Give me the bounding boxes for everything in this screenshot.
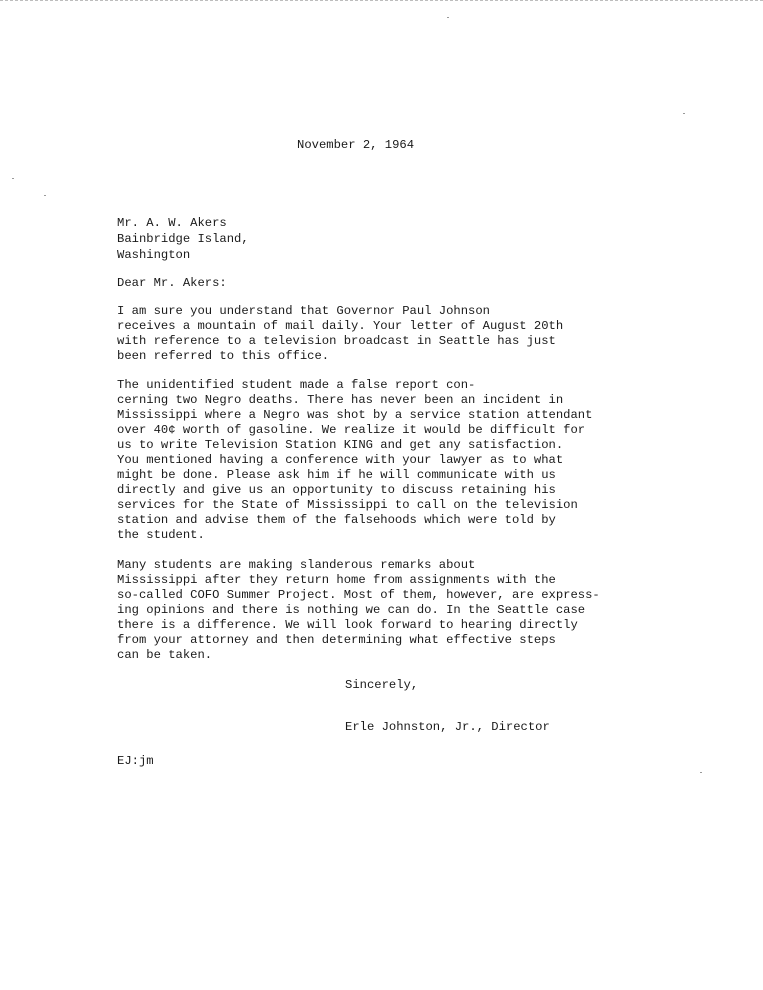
letter-date: November 2, 1964 xyxy=(297,138,415,152)
paragraph-1: I am sure you understand that Governor Paul Johnson receives a mountain of mail daily. Your letter of August 20th with reference to a television broadcast in Seattle has just been referred to this office. xyxy=(117,304,564,363)
paper-speck xyxy=(447,17,449,18)
recipient-address xyxy=(117,216,249,264)
paper-speck xyxy=(44,195,46,196)
recipient-line-3: Washington xyxy=(117,248,191,262)
paper-speck xyxy=(12,178,14,179)
recipient-name: Mr. A. W. Akers xyxy=(117,216,227,230)
closing: Sincerely, xyxy=(345,678,419,692)
recipient-line-2: Bainbridge Island, xyxy=(117,232,249,246)
page-top-edge xyxy=(0,0,763,1)
signature-block: Erle Johnston, Jr., Director xyxy=(345,720,550,734)
typist-initials: EJ:jm xyxy=(117,754,154,768)
paper-speck xyxy=(700,772,702,773)
paragraph-2: The unidentified student made a false report con- cerning two Negro deaths. There has never been an incident in Mississippi where a Negro was shot by a service station attendant over 40¢ worth of gasoline. We realize it would be difficult for us to write Television Station KING and get any satisfaction. You mentioned having a conference with your lawyer as to what might be done. Please ask him if he will communicate with us directly and give us an opportunity to discuss retaining his services for the State of Mississippi to call on the television station and advise them of the falsehoods which were told by the student. xyxy=(117,378,593,542)
paper-speck xyxy=(683,113,685,114)
salutation: Dear Mr. Akers: xyxy=(117,276,227,290)
paragraph-3: Many students are making slanderous remarks about Mississippi after they return home from assignments with the so-called COFO Summer Project. Most of them, however, are express- ing opinions and there is nothing we can do. In the Seattle case there is a difference. We will look forward to hearing directly from your attorney and then determining what effective steps can be taken. xyxy=(117,558,600,662)
